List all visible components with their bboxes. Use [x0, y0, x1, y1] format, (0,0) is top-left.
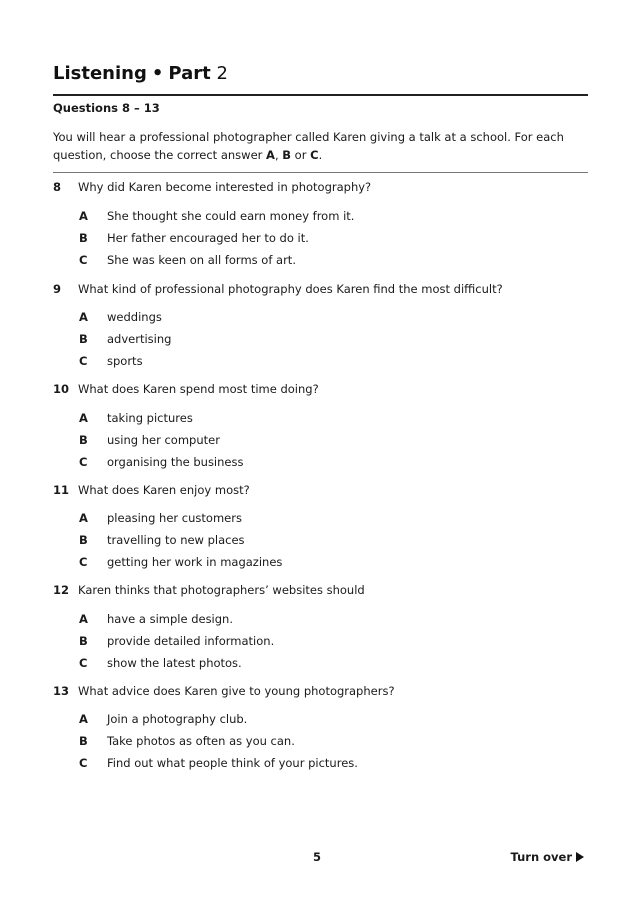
option-letter: B — [79, 433, 88, 447]
option-letter: B — [79, 734, 88, 748]
question-number: 11 — [53, 483, 70, 497]
option-letter: B — [79, 332, 88, 346]
page-number: 5 — [313, 850, 322, 864]
option-a-ref: A — [266, 148, 275, 162]
option-text: using her computer — [107, 433, 220, 447]
page-title — [53, 62, 228, 86]
option-letter: A — [79, 511, 88, 525]
turn-over-label — [511, 849, 585, 865]
question-number: 9 — [53, 282, 62, 296]
question-number: 10 — [53, 382, 70, 396]
option-text: Take photos as often as you can. — [107, 734, 295, 748]
option-text: Join a photography club. — [107, 712, 248, 726]
triangle-right-icon — [576, 852, 584, 862]
question-text: What advice does Karen give to young photographers? — [78, 684, 395, 698]
title-part-word: Part — [168, 63, 211, 84]
instructions-end: . — [318, 148, 323, 162]
option-text: weddings — [107, 310, 162, 324]
option-letter: C — [79, 253, 88, 267]
instructions-sep-1: , — [274, 148, 283, 162]
instructions-text — [53, 128, 588, 164]
option-b-ref: B — [282, 148, 292, 162]
option-text: have a simple design. — [107, 612, 233, 626]
title-divider — [53, 94, 588, 96]
option-text: pleasing her customers — [107, 511, 242, 525]
option-letter: C — [79, 656, 88, 670]
option-letter: C — [79, 756, 88, 770]
option-text: She was keen on all forms of art. — [107, 253, 296, 267]
option-text: sports — [107, 354, 143, 368]
question-number: 12 — [53, 583, 70, 597]
title-bullet: • — [151, 63, 164, 84]
option-text: taking pictures — [107, 411, 193, 425]
option-text: Her father encouraged her to do it. — [107, 231, 309, 245]
option-letter: B — [79, 533, 88, 547]
option-c-ref: C — [310, 148, 319, 162]
instructions-body: You will hear a professional photographer called Karen giving a talk at a school. For each question, choose the correct answer — [53, 130, 564, 162]
question-text: What does Karen spend most time doing? — [78, 382, 319, 396]
option-text: provide detailed information. — [107, 634, 275, 648]
question-text: What does Karen enjoy most? — [78, 483, 250, 497]
question-text: Karen thinks that photographers’ websites should — [78, 583, 365, 597]
option-text: organising the business — [107, 455, 244, 469]
option-letter: B — [79, 634, 88, 648]
option-letter: A — [79, 411, 88, 425]
option-letter: C — [79, 455, 88, 469]
questions-range: Questions 8 – 13 — [53, 101, 160, 115]
option-text: She thought she could earn money from it. — [107, 209, 355, 223]
option-text: getting her work in magazines — [107, 555, 283, 569]
question-number: 8 — [53, 180, 62, 194]
option-text: show the latest photos. — [107, 656, 242, 670]
option-letter: A — [79, 310, 88, 324]
instructions-sep-2: or — [291, 148, 311, 162]
option-letter: A — [79, 712, 88, 726]
title-main: Listening — [53, 63, 147, 84]
option-letter: A — [79, 612, 88, 626]
option-letter: C — [79, 354, 88, 368]
instructions-divider — [53, 172, 588, 173]
option-text: travelling to new places — [107, 533, 245, 547]
option-text: Find out what people think of your pictures. — [107, 756, 358, 770]
question-text: What kind of professional photography does Karen find the most difficult? — [78, 282, 503, 296]
option-letter: A — [79, 209, 88, 223]
option-letter: B — [79, 231, 88, 245]
option-letter: C — [79, 555, 88, 569]
question-number: 13 — [53, 684, 70, 698]
question-text: Why did Karen become interested in photography? — [78, 180, 372, 194]
option-text: advertising — [107, 332, 172, 346]
title-part-number: 2 — [216, 63, 228, 84]
turn-over-text: Turn over — [510, 850, 572, 864]
